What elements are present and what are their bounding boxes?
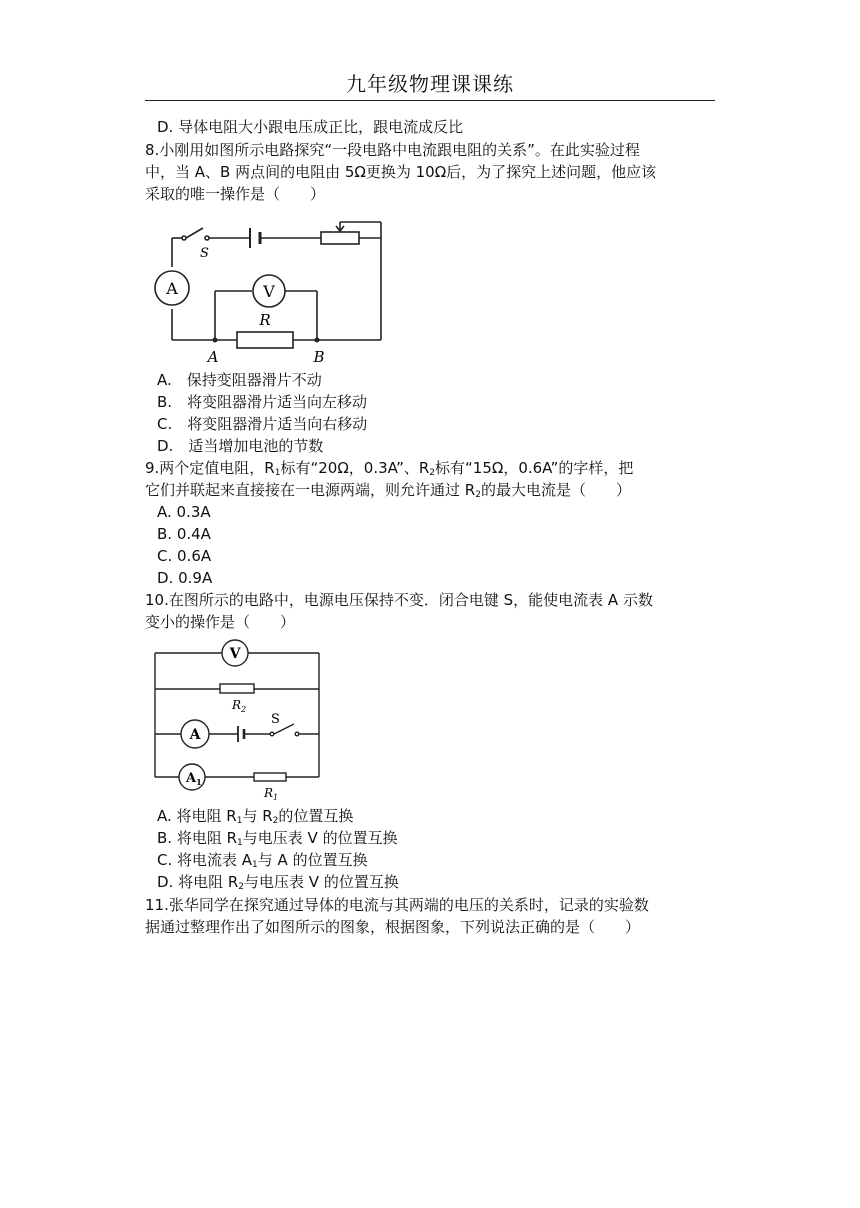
q10-voltmeter-label: V [229,646,241,662]
q10-ammeter1-label: $A_1$ [186,771,202,787]
page-title: 九年级物理课课练 [346,72,514,96]
q8-point-b-label: B [313,348,325,366]
q10-ammeter-label: A [189,727,201,743]
q10-option-d: D. 将电阻 $R_2$与电压表 V 的位置互换 [157,873,399,892]
page-header [145,68,715,101]
q10-stem-line2: 变小的操作是（ ） [145,613,296,631]
q10-switch-label: S [271,712,280,727]
q8-voltmeter-label: V [263,282,275,301]
q8-circuit-diagram [145,212,395,370]
q8-ammeter-label: A [166,279,178,298]
q10-r1-label: $R_1$ [264,786,279,802]
q11-stem-line1: 11.张华同学在探究通过导体的电流与其两端的电压的关系时，记录的实验数 [145,896,649,914]
q11-stem-line2: 据通过整理作出了如图所示的图象，根据图象，下列说法正确的是（ ） [145,918,641,936]
q8-option-b: B. 将变阻器滑片适当向左移动 [157,393,368,411]
q8-resistor-label: R [259,311,271,329]
q7-option-d: D. 导体电阻大小跟电压成正比，跟电流成反比 [157,118,464,136]
q9-option-b: B. 0.4A [157,525,211,543]
q8-switch-label: S [200,246,209,261]
q8-stem-line1: 8.小刚用如图所示电路探究“一段电路中电流跟电阻的关系”。在此实验过程 [145,141,640,159]
q8-option-c: C. 将变阻器滑片适当向右移动 [157,415,368,433]
q10-stem-line1: 10.在图所示的电路中，电源电压保持不变．闭合电键 S，能使电流表 A 示数 [145,591,653,609]
q8-point-a-label: A [207,348,219,366]
q9-stem-line1: 9.两个定值电阻，$R_1$标有“20Ω，0.3A”、$R_2$标有“15Ω，0.6A”的字样，把 [145,459,634,478]
q10-r2-label: $R_2$ [232,698,247,714]
q9-option-d: D. 0.9A [157,569,213,587]
q9-option-c: C. 0.6A [157,547,212,565]
q10-option-a: A. 将电阻 $R_1$与 $R_2$的位置互换 [157,807,354,826]
q9-stem-line2: 它们并联起来直接接在一电源两端，则允许通过 $R_2$的最大电流是（ ） [145,481,631,500]
q8-option-d: D. 适当增加电池的节数 [157,437,324,455]
q8-option-a: A. 保持变阻器滑片不动 [157,371,322,389]
q9-option-a: A. 0.3A [157,503,211,521]
q10-option-c: C. 将电流表 $A_1$与 A 的位置互换 [157,851,368,870]
q10-option-b: B. 将电阻 $R_1$与电压表 V 的位置互换 [157,829,398,848]
q8-stem-line2: 中，当 A、B 两点间的电阻由 5Ω更换为 10Ω后，为了探究上述问题，他应该 [145,163,657,181]
q10-circuit-diagram [150,636,326,802]
q8-stem-line3: 采取的唯一操作是（ ） [145,185,326,203]
